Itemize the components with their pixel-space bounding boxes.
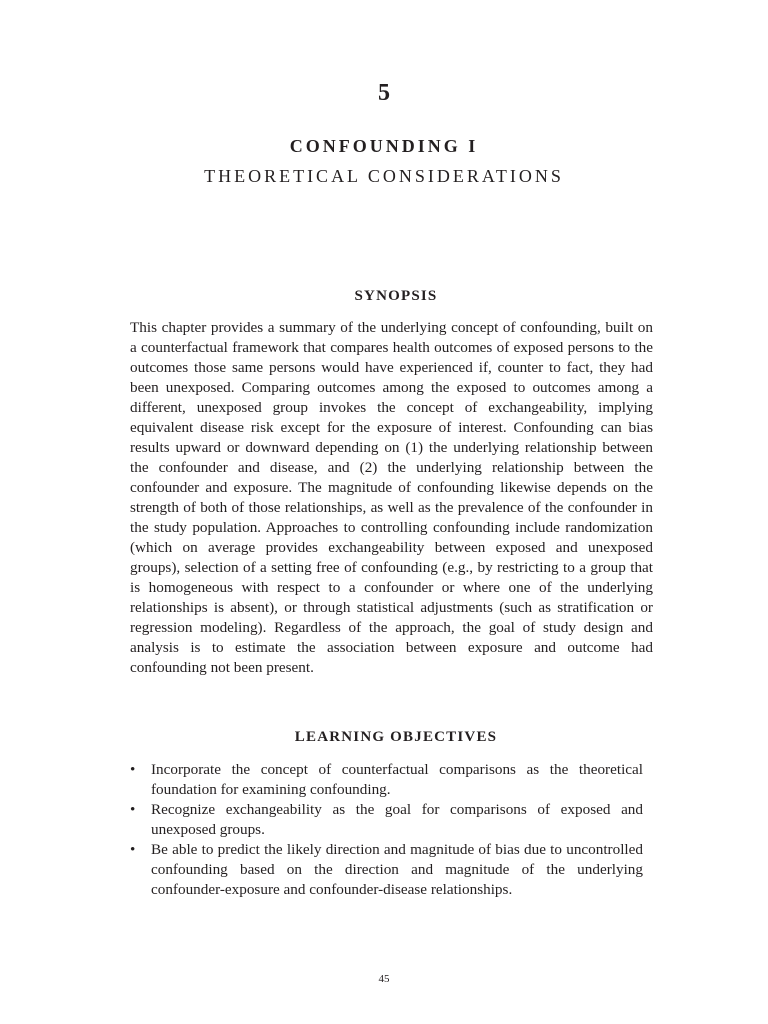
bullet-icon: • (130, 841, 136, 858)
synopsis-paragraph: This chapter provides a summary of the underlying concept of confounding, built on a counterfactual framework that compares health outcomes of exposed persons to the outcomes those same persons would have experienced if, counter to fact, they had been unexposed. Comparing outcomes among the exposed to outcomes among a different, unexposed group invokes the concept of exchangeability, implying equivalent disease risk except for the exposure of interest. Confounding can bias results upward or downward depending on (1) the underlying relationship between the confounder and disease, and (2) the underlying relationship between the confounder and exposure. The magnitude of confounding likewise depends on the strength of both of those relationships, as well as the prevalence of the confounder in the study population. Approaches to controlling confounding include randomization (which on average provides exchangeability between exposed and unexposed groups), selection of a setting free of confounding (e.g., by restricting to a group that is homogeneous with respect to a confounder or where one of the underlying relationships is absent), or through statistical adjustments (such as stratification or regression modeling). Regardless of the approach, the goal of study design and analysis is to estimate the association between exposure and outcome had confounding not been present. (130, 319, 653, 676)
list-item (130, 800, 653, 840)
chapter-title: CONFOUNDING I (289, 136, 479, 156)
chapter-subtitle: THEORETICAL CONSIDERATIONS (204, 166, 564, 186)
objective-text: Incorporate the concept of counterfactual comparisons as the theoretical foundation for examining confounding. (151, 761, 643, 798)
bullet-icon: • (130, 801, 136, 818)
list-item (130, 760, 653, 800)
bullet-icon: • (130, 761, 136, 778)
list-item (130, 840, 653, 900)
objective-text: Be able to predict the likely direction and magnitude of bias due to uncontrolled confounding based on the direction and magnitude of the underlying confounder-exposure and confounder-disease relationships. (151, 841, 643, 898)
synopsis-heading: SYNOPSIS (354, 288, 438, 304)
page-number: 45 (378, 973, 390, 985)
learning-objectives-list (130, 760, 653, 900)
chapter-number: 5 (378, 80, 390, 106)
learning-objectives-heading: LEARNING OBJECTIVES (294, 729, 498, 745)
objective-text: Recognize exchangeability as the goal for comparisons of exposed and unexposed groups. (151, 801, 643, 838)
